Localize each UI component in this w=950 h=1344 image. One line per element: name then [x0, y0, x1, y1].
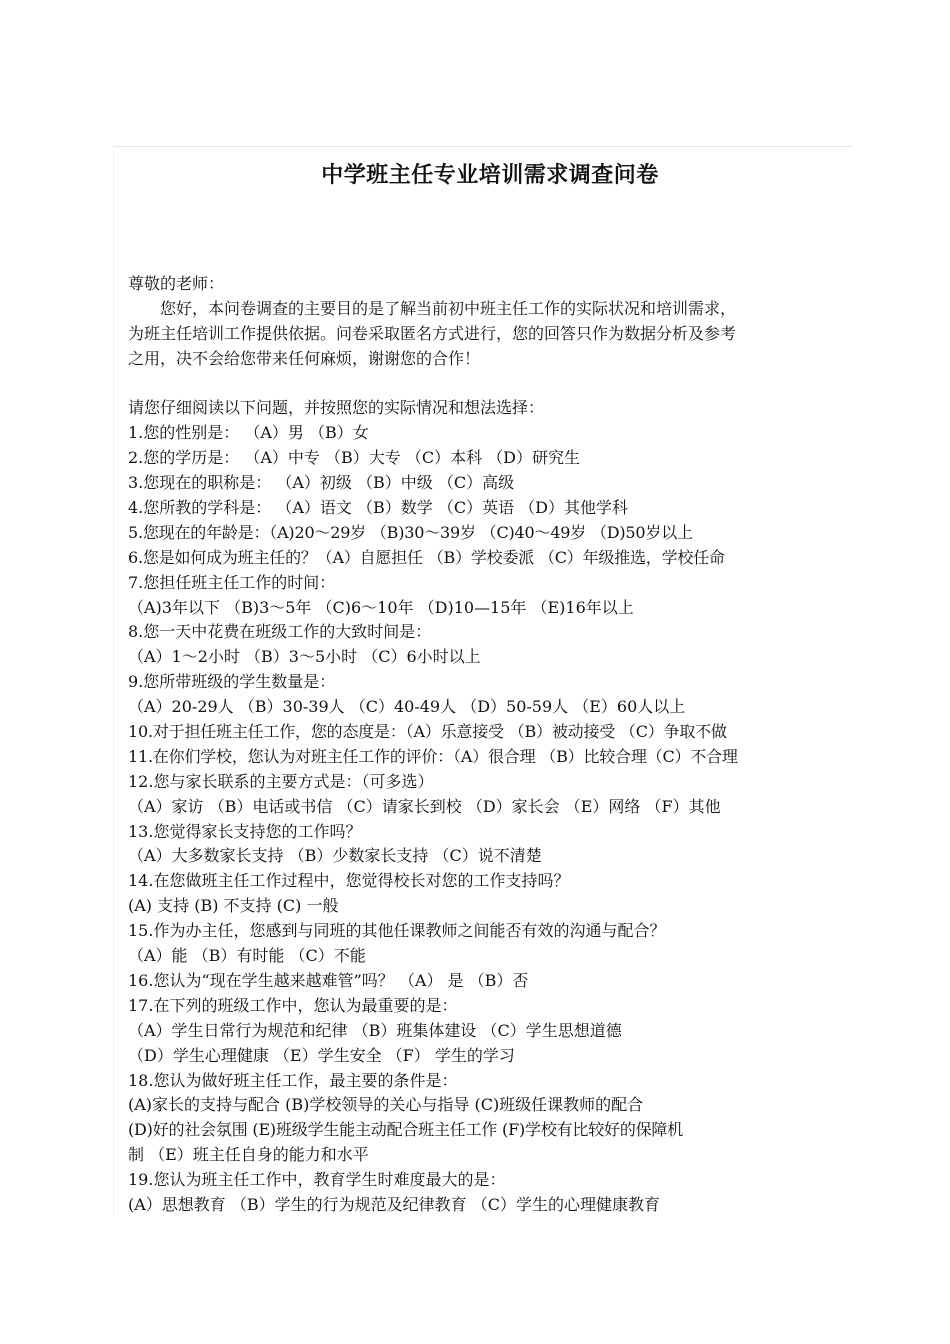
option-line: (A）思想教育 （B）学生的行为规范及纪律教育 （C）学生的心理健康教育	[128, 1194, 660, 1214]
document-body	[128, 272, 858, 1218]
question-line: 15.作为办主任，您感到与同班的其他任课教师之间能否有效的沟通与配合？	[128, 921, 666, 941]
question-line: 11.在你们学校，您认为对班主任工作的评价：（A）很合理 （B）比较合理（C）不合理	[128, 746, 738, 766]
question-line: 6.您是如何成为班主任的？（A）自愿担任 （B）学校委派 （C）年级推选，学校任命	[128, 547, 725, 567]
option-line: 制 （E）班主任自身的能力和水平	[128, 1145, 369, 1165]
document-title: 中学班主任专业培训需求调查问卷	[321, 163, 659, 188]
question-line: 1.您的性别是： （A）男 （B）女	[128, 423, 369, 443]
question-line: 5.您现在的年龄是：（A)20～29岁 （B)30～39岁 （C)40～49岁 （D)50岁以上	[128, 522, 693, 542]
question-line: 9.您所带班级的学生数量是：	[128, 672, 336, 692]
question-line: 19.您认为班主任工作中，教育学生时难度最大的是：	[128, 1170, 506, 1190]
question-line: 14.在您做班主任工作过程中，您觉得校长对您的工作支持吗？	[128, 871, 570, 891]
option-line: （A)3年以下 （B)3～5年 （C)6～10年 （D)10—15年 （E)16年以上	[128, 597, 634, 617]
page-left-border	[113, 146, 114, 1216]
question-line: 18.您认为做好班主任工作，最主要的条件是：	[128, 1070, 458, 1090]
question-line: 10.对于担任班主任工作，您的态度是：（A）乐意接受 （B）被动接受 （C）争取不做	[128, 722, 727, 742]
question-line: 17.在下列的班级工作中，您认为最重要的是：	[128, 995, 458, 1015]
question-line: 16.您认为“现在学生越来越难管”吗？ （A） 是 （B）否	[128, 970, 529, 990]
option-line: （D）学生心理健康 （E）学生安全 （F） 学生的学习	[128, 1045, 515, 1065]
question-line: 8.您一天中花费在班级工作的大致时间是：	[128, 622, 432, 642]
intro-paragraph-line: 为班主任培训工作提供依据。问卷采取匿名方式进行，您的回答只作为数据分析及参考	[128, 323, 737, 343]
option-line: （A）1～2小时 （B）3～5小时 （C）6小时以上	[128, 647, 481, 667]
option-line: (D)好的社会氛围 (E)班级学生能主动配合班主任工作 (F)学校有比较好的保障机	[128, 1120, 684, 1140]
option-line: (A)家长的支持与配合 (B)学校领导的关心与指导 (C)班级任课教师的配合	[128, 1095, 644, 1115]
greeting: 尊敬的老师：	[128, 274, 225, 293]
option-line: （A）大多数家长支持 （B）少数家长支持 （C）说不清楚	[128, 846, 542, 866]
question-line: 4.您所教的学科是： （A）语文 （B）数学 （C）英语 （D）其他学科	[128, 498, 628, 518]
question-line: 2.您的学历是： （A）中专 （B）大专 （C）本科 （D）研究生	[128, 448, 580, 468]
question-line: 7.您担任班主任工作的时间：	[128, 572, 336, 592]
intro-paragraph-line: 您好，本问卷调查的主要目的是了解当前初中班主任工作的实际状况和培训需求，	[160, 298, 737, 318]
intro-paragraph-line: 之用，决不会给您带来任何麻烦，谢谢您的合作！	[128, 348, 481, 368]
question-line: 3.您现在的职称是： （A）初级 （B）中级 （C）高级	[128, 473, 515, 493]
option-line: （A）学生日常行为规范和纪律 （B）班集体建设 （C）学生思想道德	[128, 1020, 622, 1040]
option-line: （A）能 （B）有时能 （C）不能	[128, 946, 366, 966]
paragraph-spacer	[128, 372, 858, 397]
instruction-text: 请您仔细阅读以下问题，并按照您的实际情况和想法选择：	[128, 398, 545, 418]
question-line: 12.您与家长联系的主要方式是：（可多选）	[128, 771, 434, 791]
option-line: （A）20-29人 （B）30-39人 （C）40-49人 （D）50-59人 （E）60人以上	[128, 697, 686, 717]
page-top-border	[113, 146, 853, 147]
question-line: 13.您觉得家长支持您的工作吗？	[128, 821, 362, 841]
option-line: （A）家访 （B）电话或书信 （C）请家长到校 （D）家长会 （E）网络 （F）其他	[128, 796, 721, 816]
option-line: (A) 支持 (B) 不支持 (C) 一般	[128, 896, 339, 916]
